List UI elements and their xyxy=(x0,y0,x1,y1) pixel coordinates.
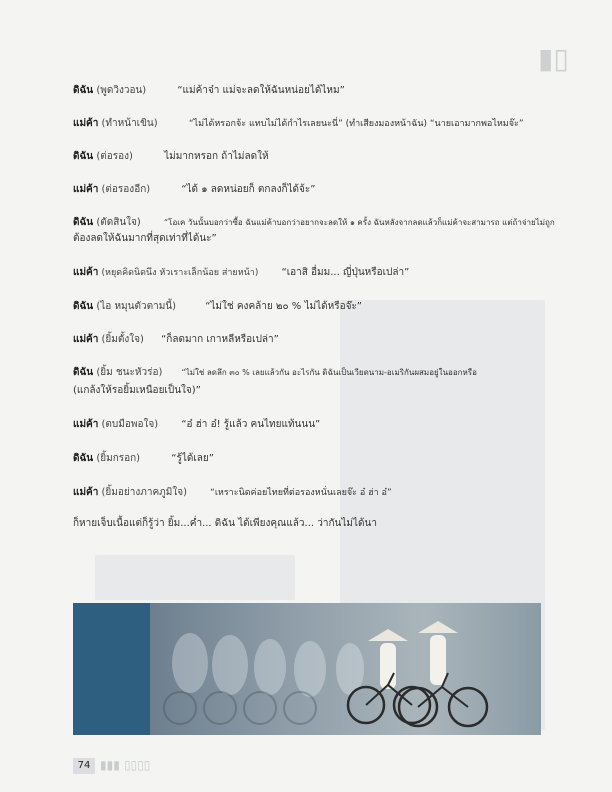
dialogue-line-6 xyxy=(73,266,409,280)
speaker-name: ดิฉัน xyxy=(73,367,94,378)
spoken-line-continued: (แกล้งให้รอยิ้มเหนือยเป็นใจ)” xyxy=(73,385,201,396)
stage-direction: (ไอ หมุนตัวตามนี้) xyxy=(96,301,177,312)
faded-logo-mark: ▮▯ xyxy=(538,42,569,75)
speaker-name: ดิฉัน xyxy=(73,151,94,162)
dialogue-line-3 xyxy=(73,150,269,163)
dialogue-line-2 xyxy=(73,117,524,131)
cyclist-rear xyxy=(399,621,487,726)
stage-direction: (หยุดคิดนิดนึง หัวเราะเล็กน้อย ส่ายหน้า) xyxy=(101,268,259,278)
spoken-line: “โอเค วันนั้นบอกว่าซื้อ ฉันแม่ค้าบอกว่าอยากจะลดให้ ๑ ครั้ง ฉันหลังจากลดแล้วก็แม่ค้าจะสามารถ แต่ถ้าจ่ายไม่ถูก xyxy=(164,218,555,227)
dialogue-line-4 xyxy=(73,183,315,196)
spoken-line: “ก็ลดมาก เกาหลีหรือเปล่า” xyxy=(161,334,279,345)
speaker-name: แม่ค้า xyxy=(73,487,99,498)
stage-direction: (ตบมือพอใจ) xyxy=(101,419,159,430)
dialogue-line-5-continued xyxy=(73,232,217,245)
dialogue-line-8 xyxy=(73,333,279,346)
speaker-name: แม่ค้า xyxy=(73,267,99,278)
dialogue-line-10 xyxy=(73,418,320,431)
spoken-line: “เหราะนิดค่อยไทยที่ต่อรองหนั่นเลยจ๊ะ อ๋ ฮ่า อ๋” xyxy=(210,488,392,498)
speaker-name: ดิฉัน xyxy=(73,85,94,96)
dialogue-line-9-continued xyxy=(73,384,201,397)
stage-direction: (ทำหน้าเขิน) xyxy=(101,118,158,129)
cyclists-illustration xyxy=(150,603,541,735)
speaker-name: แม่ค้า xyxy=(73,118,99,129)
cyclists-photo xyxy=(150,603,541,735)
speaker-name: แม่ค้า xyxy=(73,334,99,345)
spoken-line: “ไม่ได้หรอกจ้ะ แทบไม่ได้กำไรเลยนะนี่” (ทำเสียงมองหน้าฉัน) “นายเอามากพอไหมจ๊ะ” xyxy=(188,119,524,129)
spoken-line: “ได้ ๑ ลดหน่อยก็ ตกลงก็ได้จ้ะ” xyxy=(181,184,316,195)
spoken-line: “ไม่ใช่ คงคล้าย ๒๐ % ไม่ได้หรือจ๊ะ” xyxy=(205,301,362,312)
stage-direction: (ยิ้มอย่างภาคภูมิใจ) xyxy=(101,487,187,498)
stage-direction: (ยิ้มกรอก) xyxy=(96,453,141,464)
stage-direction: (ต่อรองอีก) xyxy=(101,184,151,195)
dialogue-line-12 xyxy=(73,486,392,500)
spoken-line-continued: ต้องลดให้ฉันมากที่สุดเท่าที่ได้นะ” xyxy=(73,233,217,244)
closing-narration: ก็หายเจ็บเนื้อแต่ก็รู้ว่า ยิ้ม...ค่ำ... ดิฉัน ได้เพียงคุณแล้ว... ว่ากันไม่ได้นา xyxy=(73,518,377,529)
stage-direction: (ต่อรอง) xyxy=(96,151,133,162)
spoken-line: “อ๋ ฮ่า อ๋! รู้แล้ว คนไทยแท้นนน” xyxy=(181,419,321,430)
stage-direction: (พูดวิงวอน) xyxy=(96,85,147,96)
speaker-name: ดิฉัน xyxy=(73,217,94,228)
bleedthrough-block-lower xyxy=(95,555,295,600)
speaker-name: ดิฉัน xyxy=(73,301,94,312)
page-number: 74 xyxy=(73,758,95,774)
stage-direction: (ตัดสินใจ) xyxy=(96,217,141,228)
dialogue-line-5 xyxy=(73,216,555,229)
spoken-line: “รู้ได้เลย” xyxy=(171,453,214,464)
dialogue-line-11 xyxy=(73,452,214,465)
spoken-line: “เอาสิ อื่มม... ญี่ปุ่นหรือเปล่า” xyxy=(281,267,410,278)
spoken-line: ไม่มากหรอก ถ้าไม่ลดให้ xyxy=(164,151,269,162)
speaker-name: แม่ค้า xyxy=(73,184,99,195)
speaker-name: แม่ค้า xyxy=(73,419,99,430)
dialogue-line-1 xyxy=(73,84,345,97)
speaker-name: ดิฉัน xyxy=(73,453,94,464)
faded-footer-brand: ▮▮▮ ▯▯▯▯ xyxy=(100,758,151,772)
dialogue-line-9 xyxy=(73,366,477,379)
stage-direction: (ยิ้มตั้งใจ) xyxy=(101,334,144,345)
spoken-line: “แม่ค้าจ๋า แม่จะลดให้ฉันหน่อยได้ไหม” xyxy=(177,85,345,96)
stage-direction: (ยิ้ม ชนะหัวร่อ) xyxy=(96,367,163,378)
dialogue-line-7 xyxy=(73,300,362,313)
spoken-line: “ไม่ใช่ ลดลึก ๓๐ % เลยแล้วกัน อะไรกัน ดิฉันเป็นเวียดนาม-อเมริกันผสมอยู่ในออกหรือ xyxy=(181,368,477,377)
